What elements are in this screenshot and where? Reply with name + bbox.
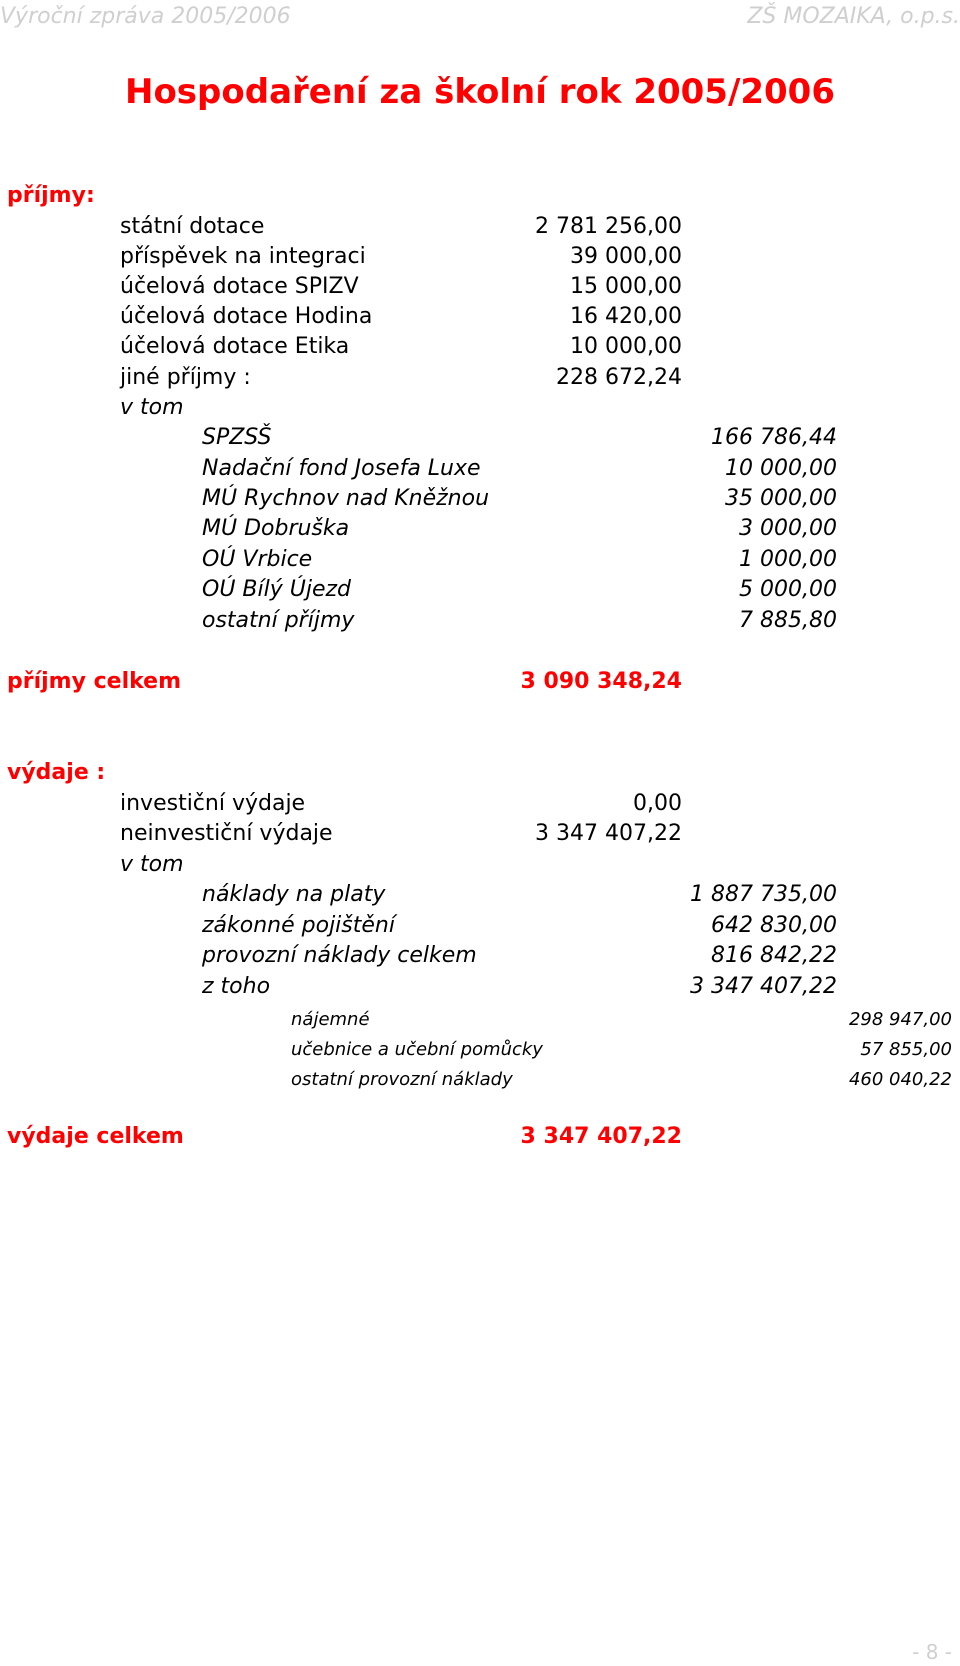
income-subitem-value: 10 000,00	[725, 456, 837, 481]
income-item-label: státní dotace	[120, 214, 265, 239]
expense-subitem-value: 1 887 735,00	[690, 882, 837, 907]
income-item-value: 15 000,00	[570, 274, 682, 299]
expense-subitem-label: zákonné pojištění	[202, 913, 395, 938]
expense-subitem-label: z toho	[202, 974, 271, 999]
expenses-heading: výdaje :	[7, 760, 106, 785]
header-document-title: Výroční zpráva 2005/2006	[0, 4, 291, 29]
expense-detail-value: 298 947,00	[848, 1009, 952, 1030]
expense-detail-label: nájemné	[291, 1009, 370, 1030]
income-item-label: účelová dotace SPIZV	[120, 274, 359, 299]
income-subitem-label: SPZSŠ	[202, 425, 272, 450]
expense-subitem-value: 3 347 407,22	[690, 974, 837, 999]
expense-breakdown-label: v tom	[120, 852, 184, 877]
income-subitem-label: Nadační fond Josefa Luxe	[202, 456, 481, 481]
income-subitem-value: 3 000,00	[739, 516, 837, 541]
income-subitem-value: 5 000,00	[739, 577, 837, 602]
expense-item-label: neinvestiční výdaje	[120, 821, 333, 846]
expense-detail-label: ostatní provozní náklady	[291, 1069, 513, 1090]
expense-detail-value: 460 040,22	[848, 1069, 952, 1090]
expense-subitem-label: provozní náklady celkem	[202, 943, 477, 968]
expense-subitem-label: náklady na platy	[202, 882, 386, 907]
expenses-total-value: 3 347 407,22	[520, 1124, 682, 1149]
income-subitem-label: MÚ Rychnov nad Kněžnou	[202, 486, 490, 511]
income-subitem-label: ostatní příjmy	[202, 608, 355, 633]
income-item-label: příspěvek na integraci	[120, 244, 366, 269]
page-number: - 8 -	[912, 1640, 952, 1664]
income-subitem-label: OÚ Bílý Újezd	[202, 577, 352, 602]
income-subitem-label: MÚ Dobruška	[202, 516, 350, 541]
income-subitem-label: OÚ Vrbice	[202, 547, 313, 572]
income-item-label: účelová dotace Hodina	[120, 304, 373, 329]
income-subitem-value: 166 786,44	[711, 425, 837, 450]
income-item-value: 10 000,00	[570, 334, 682, 359]
income-item-label: jiné příjmy :	[120, 365, 251, 390]
expense-subitem-value: 816 842,22	[711, 943, 837, 968]
income-total-label: příjmy celkem	[7, 669, 181, 694]
expense-detail-value: 57 855,00	[860, 1039, 952, 1060]
income-subitem-value: 35 000,00	[725, 486, 837, 511]
expense-item-label: investiční výdaje	[120, 791, 306, 816]
page-title: Hospodaření za školní rok 2005/2006	[124, 72, 835, 112]
income-item-value: 39 000,00	[570, 244, 682, 269]
income-item-value: 228 672,24	[556, 365, 682, 390]
income-subitem-value: 7 885,80	[739, 608, 837, 633]
income-heading: příjmy:	[7, 183, 95, 208]
income-item-value: 16 420,00	[570, 304, 682, 329]
expense-detail-label: učebnice a učební pomůcky	[291, 1039, 543, 1060]
expense-item-value: 0,00	[633, 791, 682, 816]
income-item-value: 2 781 256,00	[535, 214, 682, 239]
income-total-value: 3 090 348,24	[520, 669, 682, 694]
expense-item-value: 3 347 407,22	[535, 821, 682, 846]
header-organization: ZŠ MOZAIKA, o.p.s.	[747, 4, 960, 29]
income-breakdown-label: v tom	[120, 395, 184, 420]
income-subitem-value: 1 000,00	[739, 547, 837, 572]
expenses-total-label: výdaje celkem	[7, 1124, 184, 1149]
income-item-label: účelová dotace Etika	[120, 334, 350, 359]
expense-subitem-value: 642 830,00	[711, 913, 837, 938]
